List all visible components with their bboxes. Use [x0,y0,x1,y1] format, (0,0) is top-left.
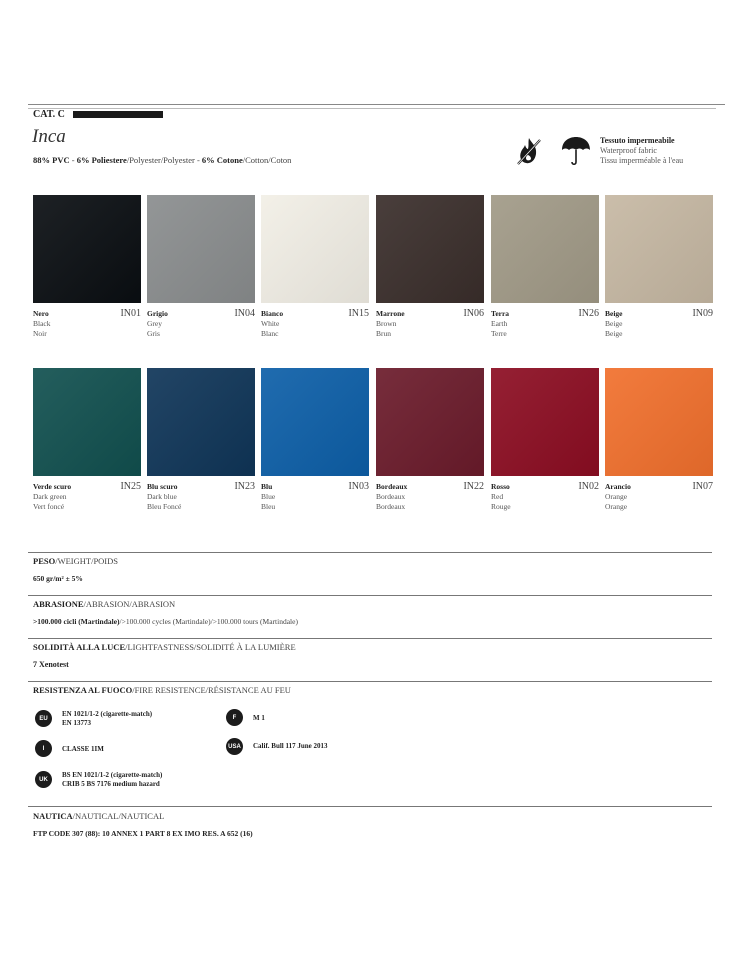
spec-nautical-value [33,829,253,838]
spec-abrasion-value-translations: />100.000 cycles (Martindale)/>100.000 tours (Martindale) [119,617,298,626]
color-name-en: Grey [147,319,162,328]
waterproof-it: Tessuto impermeabile [600,136,675,145]
category-label: CAT. C [33,109,65,120]
swatch-label [33,309,141,339]
color-name-it: Bianco [261,309,284,318]
composition-sep: - [194,155,202,165]
eu-badge: EU [35,710,52,727]
color-name-en: Orange [605,492,628,501]
color-code: IN15 [348,308,369,319]
spec-fire-translations: /FIRE RESISTENCE/RÉSISTANCE AU FEU [132,685,291,695]
color-name-it: Marrone [376,309,405,318]
swatch-in25 [33,368,141,476]
color-name-en: White [261,319,280,328]
swatch-in15 [261,195,369,303]
color-name-fr: Beige [605,329,623,338]
spec-lightfastness-translations: /LIGHTFASTNESS/SOLIDITÉ À LA LUMIÈRE [125,642,296,652]
color-code: IN06 [463,308,484,319]
color-name-en: Earth [491,319,508,328]
color-name-en: Dark green [33,492,67,501]
fire-eu-line1: EN 1021/1-2 (cigarette-match) [62,710,153,718]
divider [28,681,712,682]
color-name-fr: Blanc [261,329,279,338]
color-name-it: Nero [33,309,49,318]
fire-uk-text [62,771,162,789]
color-name-en: Bordeaux [376,492,406,501]
spec-abrasion-heading [33,599,175,609]
color-name-fr: Rouge [491,502,511,511]
spec-fire-it: RESISTENZA AL FUOCO [33,685,133,695]
swatch-in04 [147,195,255,303]
color-code: IN07 [692,481,713,492]
spec-fire-heading [33,685,291,695]
color-name-fr: Bleu Foncé [147,502,182,511]
swatch-label [491,482,599,512]
composition-cotton: 6% Cotone [201,155,243,165]
color-name-fr: Vert foncé [33,502,65,511]
spec-nautical-translations: /NAUTICAL/NAUTICAL [72,811,165,821]
spec-lightfastness-heading [33,642,296,652]
composition-polyester: 6% Poliestere [76,155,127,165]
swatch-in23 [147,368,255,476]
color-name-it: Rosso [491,482,510,491]
spec-nautical-value-text: FTP CODE 307 (88): 10 ANNEX 1 PART 8 EX IMO RES. A 652 (16) [33,829,253,838]
top-rule-secondary [28,108,716,109]
composition [33,155,291,165]
color-name-en: Blue [261,492,276,501]
color-name-en: Beige [605,319,623,328]
spec-weight-it: PESO [33,556,56,566]
color-name-it: Beige [605,309,623,318]
waterproof-en: Waterproof fabric [600,146,657,155]
color-name-en: Dark blue [147,492,177,501]
spec-nautical-heading [33,811,164,821]
color-name-fr: Bordeaux [376,502,406,511]
color-name-fr: Terre [491,329,507,338]
swatch-in26 [491,195,599,303]
spec-abrasion-value [33,617,298,626]
color-name-it: Blu [261,482,273,491]
swatch-in03 [261,368,369,476]
spec-weight-heading [33,556,118,566]
swatch-label [605,482,713,512]
swatch-in09 [605,195,713,303]
fire-uk-line2: CRIB 5 BS 7176 medium hazard [62,780,160,788]
waterproof-note [600,136,683,166]
color-name-en: Black [33,319,51,328]
spec-abrasion-it: ABRASIONE [33,599,84,609]
color-code: IN09 [692,308,713,319]
fire-i-text: CLASSE 1IM [62,745,104,753]
top-rule [28,104,725,105]
divider [28,638,712,639]
uk-badge: UK [35,771,52,788]
swatch-label [376,309,484,339]
spec-weight-value [33,574,83,583]
spec-weight-translations: /WEIGHT/POIDS [55,556,119,566]
fire-usa-text: Calif. Bull 117 June 2013 [253,742,328,750]
color-name-it: Grigio [147,309,168,318]
swatch-in06 [376,195,484,303]
umbrella-icon [560,134,592,168]
swatch-label [491,309,599,339]
fire-eu-line2: EN 13773 [62,719,91,727]
spec-abrasion-translations: /ABRASION/ABRASION [83,599,176,609]
color-name-it: Verde scuro [33,482,72,491]
swatch-label [376,482,484,512]
swatch-label [147,309,255,339]
color-name-it: Terra [491,309,510,318]
swatch-in07 [605,368,713,476]
product-title: Inca [32,126,66,147]
color-name-fr: Orange [605,502,628,511]
spec-lightfastness-value-text: 7 Xenotest [33,660,69,669]
composition-cotton-translations: /Cotton/Coton [242,155,292,165]
waterproof-fr: Tissu imperméable à l'eau [600,156,684,165]
spec-abrasion-value-it: >100.000 cicli (Martindale) [33,617,120,626]
swatch-label [605,309,713,339]
swatch-in22 [376,368,484,476]
color-code: IN04 [234,308,255,319]
color-name-it: Bordeaux [376,482,408,491]
divider [28,552,712,553]
composition-sep: - [69,155,77,165]
color-code: IN25 [120,481,141,492]
fire-eu-text [62,710,152,728]
swatch-in02 [491,368,599,476]
spec-lightfastness-value [33,660,69,669]
usa-badge: USA [226,738,243,755]
color-name-fr: Bleu [261,502,276,511]
f-badge: F [226,709,243,726]
color-code: IN02 [578,481,599,492]
color-name-fr: Brun [376,329,391,338]
divider [28,806,712,807]
i-badge: I [35,740,52,757]
fire-uk-line1: BS EN 1021/1-2 (cigarette-match) [62,771,163,779]
color-code: IN26 [578,308,599,319]
color-code: IN03 [348,481,369,492]
swatch-label [261,309,369,339]
color-code: IN22 [463,481,484,492]
color-name-it: Arancio [605,482,631,491]
fire-retardant-icon [512,134,546,168]
divider [28,595,712,596]
swatch-label [261,482,369,512]
spec-weight-value-text: 650 gr/m² ± 5% [33,574,83,583]
fire-f-text: M 1 [253,714,265,722]
composition-pvc: 88% PVC [33,155,70,165]
color-name-fr: Gris [147,329,160,338]
color-code: IN23 [234,481,255,492]
color-code: IN01 [120,308,141,319]
swatch-label [147,482,255,512]
swatch-in01 [33,195,141,303]
spec-lightfastness-it: SOLIDITÀ ALLA LUCE [33,642,126,652]
spec-nautical-it: NAUTICA [33,811,73,821]
color-name-fr: Noir [33,329,47,338]
swatch-label [33,482,141,512]
color-name-en: Brown [376,319,397,328]
color-name-it: Blu scuro [147,482,178,491]
category-bar [73,111,163,118]
color-name-en: Red [491,492,504,501]
composition-polyester-translations: /Polyester/Polyester [126,155,195,165]
